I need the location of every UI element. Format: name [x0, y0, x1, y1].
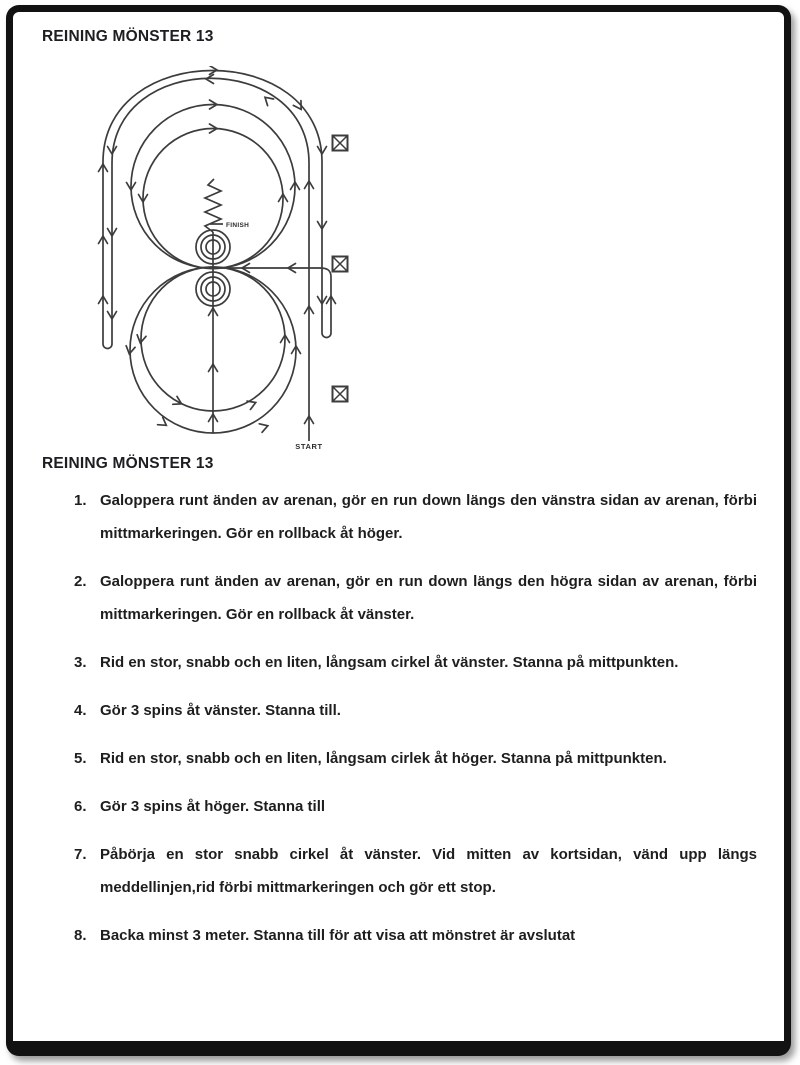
instruction-item: [42, 646, 758, 679]
instruction-item: [42, 565, 758, 631]
instruction-text: Rid en stor, snabb och en liten, långsam cirkel åt vänster. Stanna på mittpunkten.: [100, 654, 679, 671]
instruction-number: 2.: [74, 573, 87, 590]
instruction-number: 1.: [74, 492, 87, 509]
section-heading: REINING MÖNSTER 13: [42, 455, 214, 472]
instruction-list: [42, 484, 758, 967]
instruction-text: Påbörja en stor snabb cirkel åt vänster. Vid mitten av kortsidan, vänd upp längs meddellinjen,rid förbi mittmarkeringen och gör ett stop.: [100, 846, 757, 896]
instruction-text: Backa minst 3 meter. Stanna till för att visa att mönstret är avslutat: [100, 927, 576, 944]
instruction-item: [42, 742, 758, 775]
instruction-number: 3.: [74, 654, 87, 671]
instruction-number: 8.: [74, 927, 87, 944]
instruction-number: 7.: [74, 846, 87, 863]
instruction-item: [42, 790, 758, 823]
instruction-number: 6.: [74, 798, 87, 815]
instruction-text: Gör 3 spins åt vänster. Stanna till.: [100, 702, 341, 719]
instruction-item: [42, 694, 758, 727]
instruction-item: [42, 919, 758, 952]
finish-label: FINISH: [226, 222, 250, 229]
page-title: REINING MÖNSTER 13: [42, 28, 214, 45]
instruction-text: Galoppera runt änden av arenan, gör en run down längs den vänstra sidan av arenan, förbi mittmarkeringen. Gör en rollback åt höger.: [100, 492, 757, 542]
start-label: START: [295, 442, 323, 451]
arena-marker-icon: [333, 257, 348, 272]
instruction-number: 5.: [74, 750, 87, 767]
arena-marker-icon: [333, 387, 348, 402]
instruction-text: Gör 3 spins åt höger. Stanna till: [100, 798, 326, 815]
pattern-inner-loop: [103, 78, 309, 441]
instruction-text: Rid en stor, snabb och en liten, långsam cirlek åt höger. Stanna på mittpunkten.: [100, 750, 667, 767]
reining-pattern-diagram: [75, 66, 370, 452]
instruction-text: Galoppera runt änden av arenan, gör en run down längs den högra sidan av arenan, förbi mittmarkeringen. Gör en rollback åt vänster.: [100, 573, 757, 623]
arena-marker-icon: [333, 136, 348, 151]
instruction-item: [42, 484, 758, 550]
instruction-number: 4.: [74, 702, 87, 719]
instruction-item: [42, 838, 758, 904]
